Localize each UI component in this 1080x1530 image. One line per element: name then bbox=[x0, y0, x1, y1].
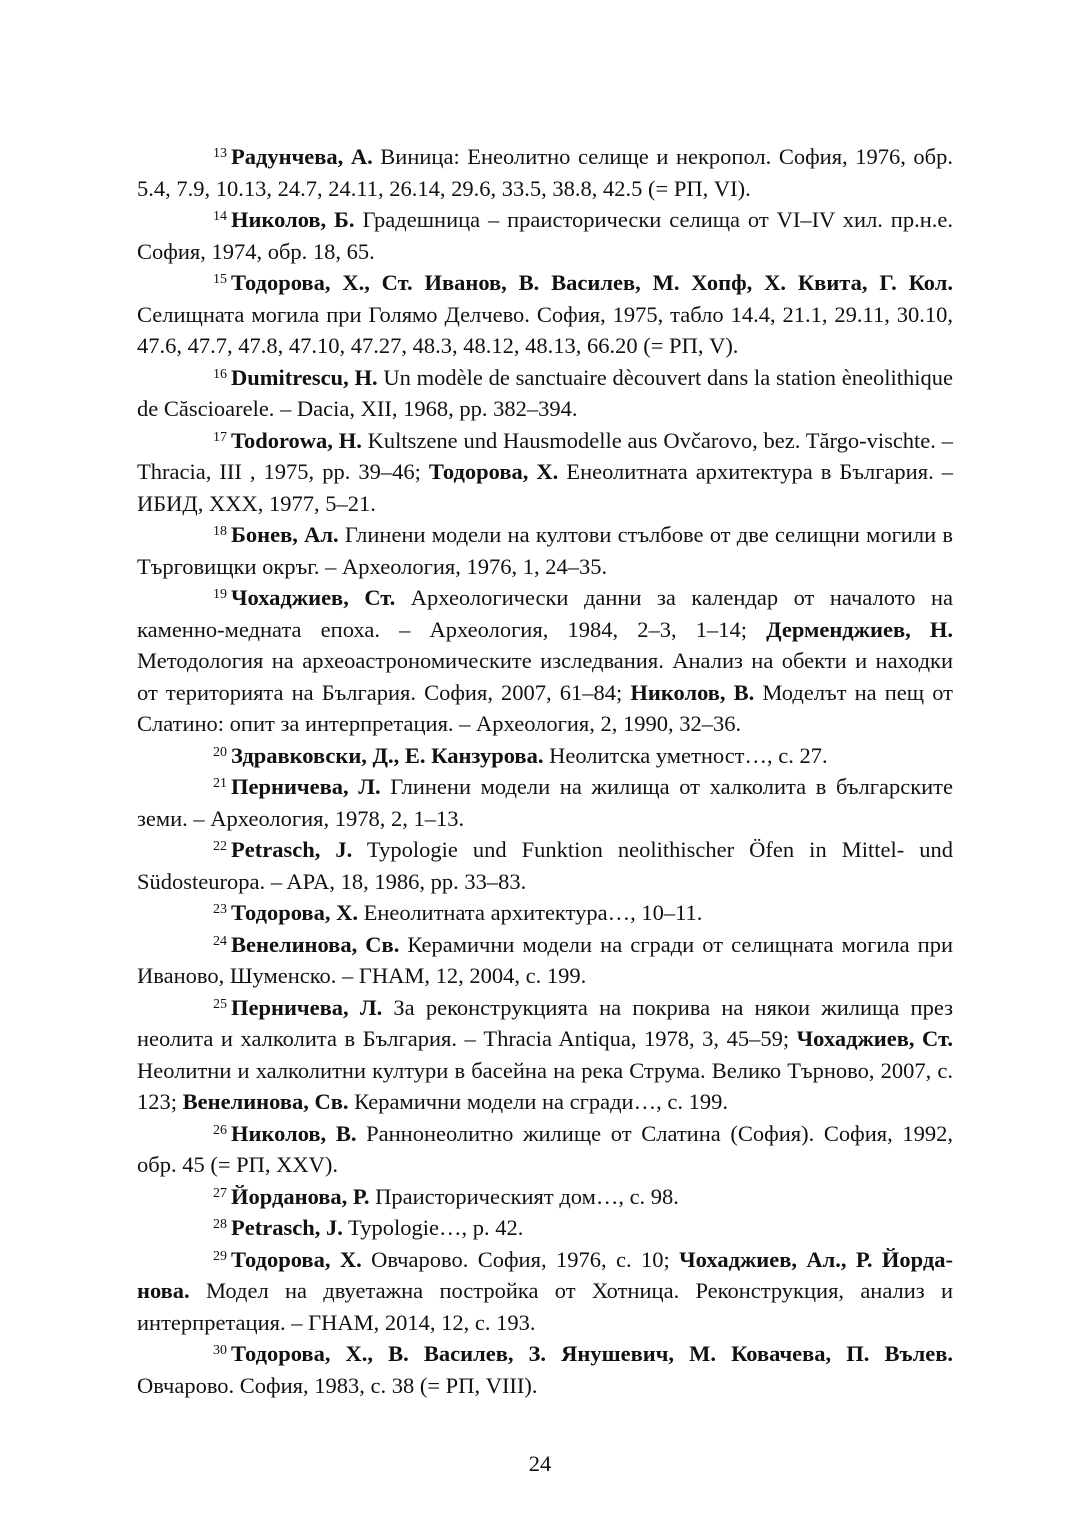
footnote-author: Йорданова, Р. bbox=[231, 1183, 370, 1209]
footnote-number: 14 bbox=[213, 209, 227, 224]
footnote-author: Перничева, Л. bbox=[231, 774, 381, 799]
footnote-text: Typologie und Funktion neolithischer Öfen in Mittel- und Südosteuropa. – APA, 18, 1986, pp. 33–83. bbox=[137, 837, 953, 894]
footnote-author: Тодорова, Х., Ст. Иванов, В. Василев, М. Хопф, Х. Квита, Г. Кол. bbox=[231, 270, 953, 295]
footnote-author: Бонев, Ал. bbox=[231, 522, 339, 547]
footnote-author: Венелинова, Св. bbox=[231, 931, 400, 957]
footnote-text: Овчарово. София, 1983, с. 38 (= РП, VIII). bbox=[137, 1372, 538, 1398]
footnote-text: Селищната могила при Голямо Делчево. София, 1975, табло 14.4, 21.1, 29.11, 30.10, 47.6, 47.7, 47.8, 47.10, 47.27, 48.3, 48.12, 48.13, 66.20 (= РП, V). bbox=[137, 301, 953, 358]
footnote-text: Виница: Енеолитно селище и некропол. София, 1976, обр. 5.4, 7.9, 10.13, 24.7, 24.11, 26.14, 29.6, 33.5, 38.8, 42.5 (= РП, VI). bbox=[137, 144, 953, 201]
page-number: 24 bbox=[528, 1451, 552, 1476]
footnote-text: Typologie…, p. 42. bbox=[342, 1215, 524, 1240]
footnote-text: Kultszene und Hausmodelle aus Ovčarovo, bez. Tărgo-vischte. – Thracia, III , 1975, pp. 39–46; bbox=[137, 427, 953, 484]
footnote-author: Petrasch, J. bbox=[231, 837, 353, 862]
footnote-number: 15 bbox=[213, 272, 227, 287]
footnote-number: 29 bbox=[213, 1248, 227, 1264]
footnote-author: Чохаджиев, Ал., Р. Йорда-нова. bbox=[137, 1246, 953, 1303]
footnote-number: 19 bbox=[213, 587, 227, 602]
footnote-text: Un modèle de sanctuaire dècouvert dans la station èneolithique de Căscioarele. – Dacia, XII, 1968, pp. 382–394. bbox=[137, 364, 953, 421]
footnote-26 bbox=[137, 1118, 953, 1181]
footnote-author: Тодорова, Х., В. Василев, З. Янушевич, М. Ковачева, П. Вълев. bbox=[231, 1341, 953, 1366]
footnote-text: Глинени модели на култови стълбове от две селищни могили в Търговищки окръг. – Археология, 1976, 1, 24–35. bbox=[137, 522, 953, 579]
footnote-27 bbox=[137, 1181, 953, 1213]
footnote-author: Тодорова, Х. bbox=[231, 1246, 362, 1272]
footnote-number: 23 bbox=[213, 902, 227, 917]
footnote-20 bbox=[137, 740, 953, 772]
footnote-number: 26 bbox=[213, 1122, 227, 1138]
footnote-text: Праисторическият дом…, с. 98. bbox=[369, 1183, 679, 1209]
footnote-text: Моделът на пещ от Слатино: опит за интерпретация. – Археология, 2, 1990, 32–36. bbox=[137, 679, 953, 736]
footnote-15 bbox=[137, 267, 953, 362]
footnote-number: 27 bbox=[213, 1185, 227, 1201]
footnote-number: 30 bbox=[213, 1343, 227, 1358]
footnote-23 bbox=[137, 897, 953, 929]
footnote-30 bbox=[137, 1338, 953, 1401]
footnote-number: 18 bbox=[213, 524, 227, 539]
footnote-18 bbox=[137, 519, 953, 582]
footnote-text: Керамични модели на сгради…, с. 199. bbox=[348, 1089, 728, 1114]
footnote-author: Перничева, Л. bbox=[231, 994, 383, 1020]
footnote-14 bbox=[137, 204, 953, 267]
footnote-19 bbox=[137, 582, 953, 740]
footnote-number: 16 bbox=[213, 366, 227, 382]
footnote-16 bbox=[137, 362, 953, 425]
footnote-28 bbox=[137, 1212, 953, 1244]
footnote-author: Dumitrescu, H. bbox=[231, 364, 378, 390]
footnote-number: 25 bbox=[213, 996, 227, 1012]
footnote-number: 20 bbox=[213, 744, 227, 760]
footnote-text: Енеолитната архитектура…, 10–11. bbox=[357, 900, 703, 925]
footnote-29 bbox=[137, 1244, 953, 1339]
footnote-author: Венелинова, Св. bbox=[182, 1089, 349, 1114]
footnote-text: Модел на двуетажна постройка от Хотница. Реконструкция, анализ и интерпретация. – ГНАМ, 2014, 12, с. 193. bbox=[137, 1278, 953, 1335]
footnote-24 bbox=[137, 929, 953, 992]
footnote-author: Petrasch, J. bbox=[231, 1215, 343, 1240]
footnote-author: Дерменджиев, Н. bbox=[766, 616, 953, 642]
footnote-author: Николов, Б. bbox=[231, 207, 355, 232]
footnote-number: 28 bbox=[213, 1217, 227, 1232]
footnotes-list bbox=[137, 141, 953, 1401]
footnote-author: Чохаджиев, Ст. bbox=[231, 585, 396, 610]
footnote-author: Todorowa, H. bbox=[231, 427, 362, 453]
footnote-author: Николов, В. bbox=[231, 1120, 357, 1146]
footnote-21 bbox=[137, 771, 953, 834]
footnote-text: Овчарово. София, 1976, с. 10; bbox=[361, 1246, 680, 1272]
footnote-author: Чохаджиев, Ст. bbox=[796, 1026, 953, 1051]
footnote-text: Енеолитната архитектура в България. – ИБИД, XXX, 1977, 5–21. bbox=[137, 459, 953, 516]
footnote-text: Раннонеолитно жилище от Слатина (София). София, 1992, обр. 45 (= РП, XXV). bbox=[137, 1120, 954, 1177]
footnote-number: 21 bbox=[213, 776, 227, 791]
footnote-13 bbox=[137, 141, 953, 204]
footnote-author: Здравковски, Д., Е. Канзурова. bbox=[231, 742, 544, 768]
footnote-author: Николов, В. bbox=[630, 679, 755, 705]
footnote-text: Глинени модели на жилища от халколита в българските земи. – Археология, 1978, 2, 1–13. bbox=[137, 774, 953, 831]
footnote-number: 13 bbox=[213, 146, 227, 161]
footnote-text: Керамични модели на сгради от селищната могила при Иваново, Шуменско. – ГНАМ, 12, 2004, с. 199. bbox=[137, 931, 953, 988]
footnote-number: 24 bbox=[213, 933, 227, 949]
footnote-text: За реконструкцията на покрива на някои жилища през неолита и халколита в България. – Thracia Antiqua, 1978, 3, 45–59; bbox=[137, 994, 953, 1051]
footnote-22 bbox=[137, 834, 953, 897]
footnote-author: Радунчева, А. bbox=[231, 144, 373, 169]
footnote-number: 17 bbox=[213, 429, 227, 445]
footnote-text: Археологически данни за календар от началото на каменно-медната епоха. – Археология, 1984, 2–3, 1–14; bbox=[137, 585, 953, 642]
footnote-17 bbox=[137, 425, 953, 520]
footnote-text: Градешница – праисторически селища от VI–IV хил. пр.н.е. София, 1974, обр. 18, 65. bbox=[137, 207, 953, 264]
footnote-25 bbox=[137, 992, 953, 1118]
footnote-number: 22 bbox=[213, 839, 227, 854]
footnote-text: Неолитни и халколитни култури в басейна на река Струма. Велико Търново, 2007, с. 123; bbox=[137, 1057, 953, 1114]
footnote-author: Тодорова, Х. bbox=[428, 459, 559, 484]
footnote-text: Неолитска уметност…, с. 27. bbox=[543, 742, 828, 768]
footnote-author: Тодорова, Х. bbox=[231, 900, 358, 925]
footnote-text: Методология на археоастрономическите изследвания. Анализ на обекти и находки от територията на България. София, 2007, 61–84; bbox=[137, 648, 953, 705]
